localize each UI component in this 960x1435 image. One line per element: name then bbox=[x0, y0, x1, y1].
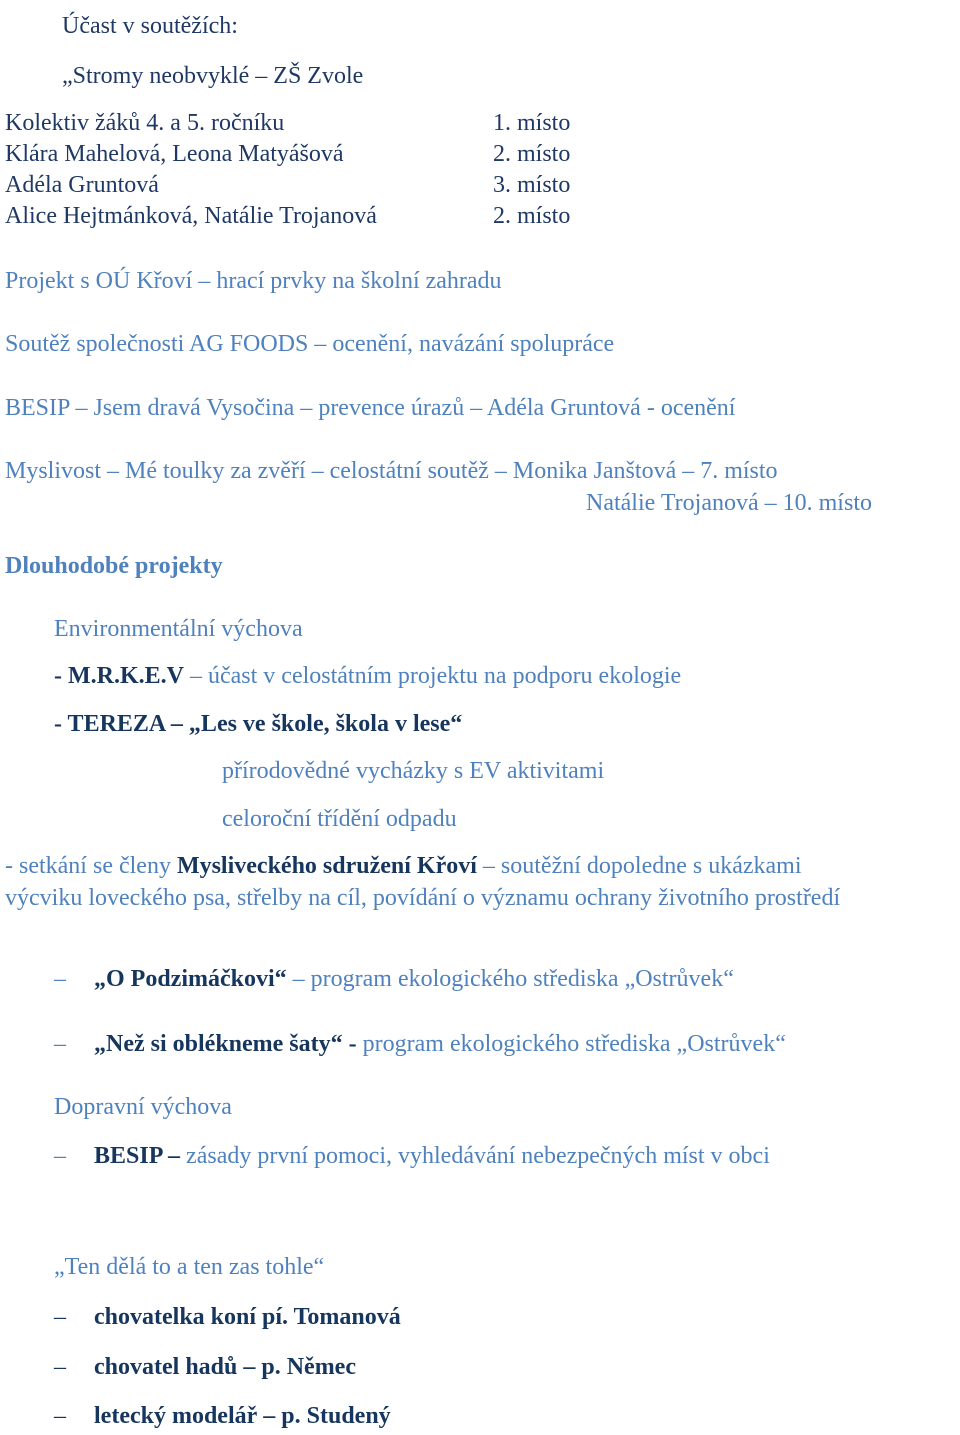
besip-competition-line: BESIP – Jsem dravá Vysočina – prevence úrazů – Adéla Gruntová - ocenění bbox=[5, 395, 736, 421]
dash-bullet: – bbox=[54, 1403, 66, 1429]
setkani-line-2: výcviku loveckého psa, střelby na cíl, povídání o významu ochrany životního prostředí bbox=[5, 885, 841, 911]
entry-place-2: 2. místo bbox=[493, 141, 571, 167]
dash-bullet: – bbox=[54, 1304, 66, 1330]
podzimacek-bold: „O Podzimáčkovi“ bbox=[94, 966, 287, 992]
myslivost-line-2: Natálie Trojanová – 10. místo bbox=[586, 490, 872, 516]
ten-item-3 bbox=[54, 1402, 391, 1430]
entry-name-3: Adéla Gruntová bbox=[5, 172, 159, 198]
entry-name-1: Kolektiv žáků 4. a 5. ročníku bbox=[5, 110, 285, 136]
besip-line bbox=[54, 1142, 770, 1170]
setkani-line bbox=[5, 852, 802, 880]
setkani-prefix: - setkání se členy bbox=[5, 853, 177, 879]
competitions-heading: Účast v soutěžích: bbox=[62, 13, 238, 39]
saty-text: program ekologického střediska „Ostrůvek“ bbox=[356, 1031, 786, 1057]
env-heading: Environmentální výchova bbox=[54, 616, 303, 642]
dash-bullet: – bbox=[54, 966, 66, 992]
podzimacek-text: – program ekologického střediska „Ostrůvek“ bbox=[286, 966, 734, 992]
podzimacek-line bbox=[54, 965, 734, 993]
dash-bullet: – bbox=[54, 1031, 66, 1057]
saty-line bbox=[54, 1030, 786, 1058]
entry-name-4: Alice Hejtmánková, Natálie Trojanová bbox=[5, 203, 377, 229]
ag-foods-line: Soutěž společnosti AG FOODS – ocenění, navázání spolupráce bbox=[5, 331, 615, 357]
ten-item-1 bbox=[54, 1303, 401, 1331]
entry-place-3: 3. místo bbox=[493, 172, 571, 198]
competition-title: „Stromy neobvyklé – ZŠ Zvole bbox=[62, 63, 364, 89]
tereza-item-2: celoroční třídění odpadu bbox=[222, 806, 457, 832]
long-term-heading: Dlouhodobé projekty bbox=[5, 553, 223, 579]
setkani-suffix: – soutěžní dopoledne s ukázkami bbox=[476, 853, 802, 879]
tereza-line: - TEREZA – „Les ve škole, škola v lese“ bbox=[54, 711, 463, 737]
entry-place-1: 1. místo bbox=[493, 110, 571, 136]
entry-name-2: Klára Mahelová, Leona Matyášová bbox=[5, 141, 344, 167]
mrkev-text: – účast v celostátním projektu na podporu ekologie bbox=[183, 663, 682, 689]
ten-heading: „Ten dělá to a ten zas tohle“ bbox=[54, 1254, 325, 1280]
ten-item-2 bbox=[54, 1353, 356, 1381]
besip-bold: BESIP – bbox=[94, 1143, 181, 1169]
entry-place-4: 2. místo bbox=[493, 203, 571, 229]
setkani-bold: Mysliveckého sdružení Křoví bbox=[176, 853, 477, 879]
ten-item-text: letecký modelář – p. Studený bbox=[94, 1403, 391, 1429]
tereza-item-1: přírodovědné vycházky s EV aktivitami bbox=[222, 758, 605, 784]
mrkev-label: - M.R.K.E.V bbox=[54, 663, 184, 689]
besip-text: zásady první pomoci, vyhledávání nebezpečných míst v obci bbox=[180, 1143, 770, 1169]
myslivost-line: Myslivost – Mé toulky za zvěří – celostátní soutěž – Monika Janštová – 7. místo bbox=[5, 458, 778, 484]
mrkev-line bbox=[54, 662, 681, 690]
ten-item-text: chovatel hadů – p. Němec bbox=[94, 1354, 356, 1380]
traffic-heading: Dopravní výchova bbox=[54, 1094, 232, 1120]
saty-bold: „Než si oblékneme šaty“ - bbox=[94, 1031, 357, 1057]
dash-bullet: – bbox=[54, 1143, 66, 1169]
ten-item-text: chovatelka koní pí. Tomanová bbox=[94, 1304, 401, 1330]
project-ou-line: Projekt s OÚ Křoví – hrací prvky na školní zahradu bbox=[5, 268, 502, 294]
dash-bullet: – bbox=[54, 1354, 66, 1380]
